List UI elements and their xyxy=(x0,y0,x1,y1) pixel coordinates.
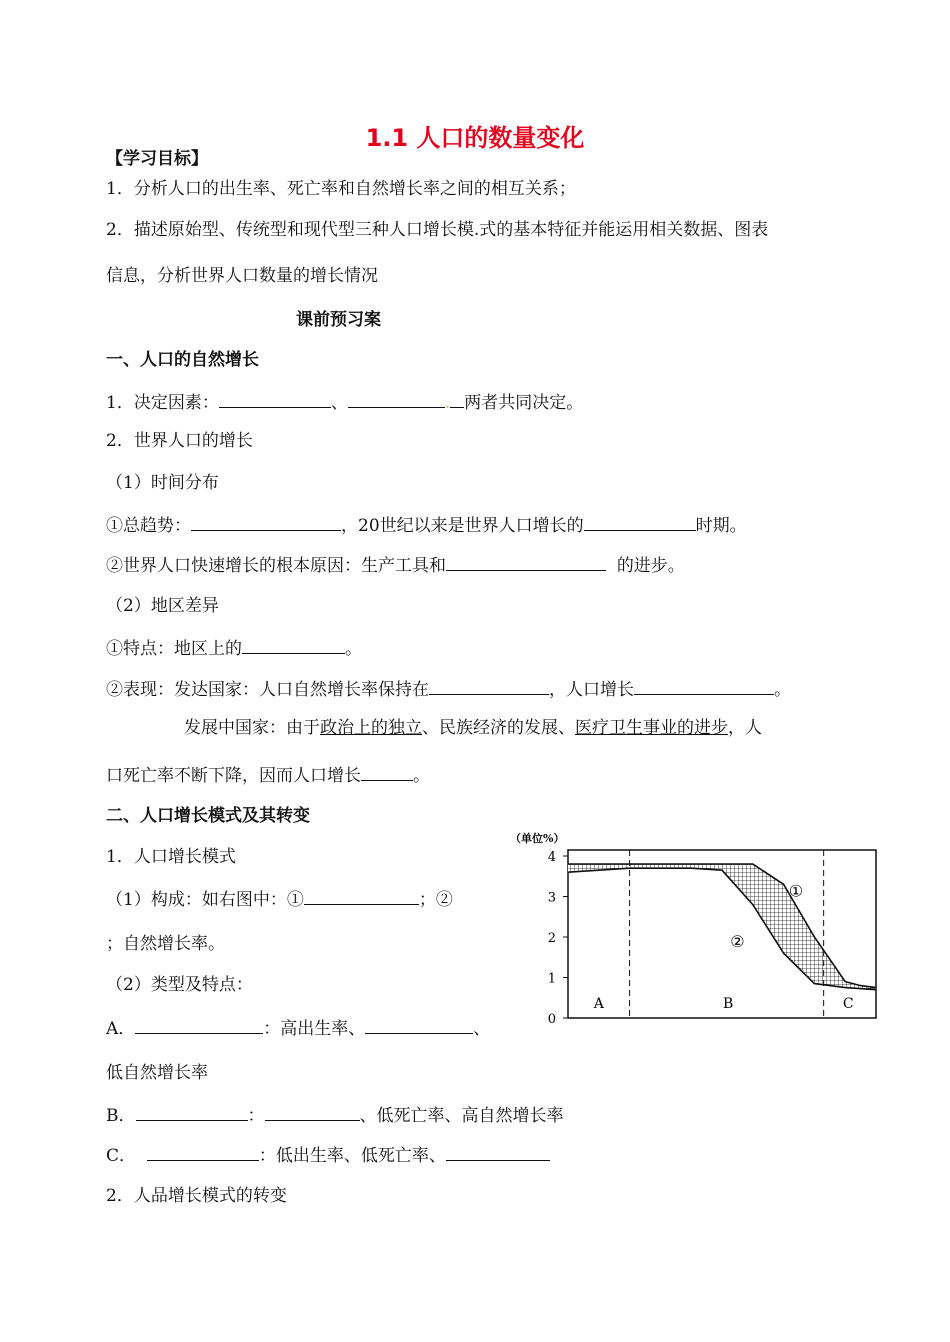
a-label: A． xyxy=(106,1019,136,1039)
blank[interactable] xyxy=(304,887,419,905)
trend-prefix: ①总趋势： xyxy=(106,516,191,536)
c-mid: ：低出生率、低死亡率、 xyxy=(258,1146,446,1166)
objective-2: 2．描述原始型、传统型和现代型三种人口增长模.式的基本特征并能运用相关数据、图表 xyxy=(106,220,769,240)
trend-mid: ，20世纪以来是世界人口增长的 xyxy=(341,516,584,536)
blank[interactable] xyxy=(219,390,331,408)
dev2-suffix: 。 xyxy=(413,766,430,786)
stage-label: C xyxy=(842,996,854,1012)
dev-underlined-2: 医疗卫生事业的进步 xyxy=(575,718,728,738)
feature-suffix: 。 xyxy=(345,639,362,659)
dev-line-2 xyxy=(106,763,430,787)
blank[interactable] xyxy=(348,390,445,408)
type-c xyxy=(106,1143,550,1167)
sub2-region: （2）地区差异 xyxy=(106,596,219,616)
blank[interactable] xyxy=(634,677,774,695)
y-tick-label: 2 xyxy=(547,931,556,946)
feature-line xyxy=(106,636,362,660)
show-mid: ，人口增长 xyxy=(549,680,634,700)
b-suffix: 、低死亡率、高自然增长率 xyxy=(359,1106,564,1126)
s2-q1: 1．人口增长模式 xyxy=(106,847,236,867)
blank[interactable] xyxy=(136,1103,248,1121)
dev2-prefix: 口死亡率不断下降，因而人口增长 xyxy=(106,766,361,786)
objective-1: 1．分析人口的出生率、死亡率和自然增长率之间的相互关系； xyxy=(106,179,576,199)
type-a-cont: 低自然增长率 xyxy=(106,1063,208,1083)
blank[interactable] xyxy=(242,636,345,654)
dev-mid: 、民族经济的发展、 xyxy=(422,718,575,738)
type-b xyxy=(106,1103,564,1127)
dev-line xyxy=(184,717,762,739)
section1-heading: 一、人口的自然增长 xyxy=(106,350,259,370)
plot-frame xyxy=(568,850,876,1018)
cause-suffix: 的进步。 xyxy=(616,556,685,576)
objective-2-cont: 信息，分析世界人口数量的增长情况 xyxy=(106,266,378,286)
preview-heading: 课前预习案 xyxy=(296,310,381,330)
stage-label: B xyxy=(723,996,734,1012)
blank[interactable] xyxy=(446,553,606,571)
blank[interactable] xyxy=(147,1143,259,1161)
a-mid: ：高出生率、 xyxy=(263,1019,366,1039)
blank[interactable] xyxy=(361,763,413,781)
trend-line xyxy=(106,513,747,537)
objectives-heading: 【学习目标】 xyxy=(106,149,208,169)
show-suffix: 。 xyxy=(774,680,791,700)
comp-mid: ；② xyxy=(418,890,453,910)
y-tick-label: 3 xyxy=(547,890,556,906)
cause-prefix: ②世界人口快速增长的根本原因：生产工具和 xyxy=(106,556,446,576)
sub1-time: （1）时间分布 xyxy=(106,473,219,493)
q1-prefix: 1．决定因素： xyxy=(106,393,219,413)
b-label: B． xyxy=(106,1106,136,1126)
c-label: C． xyxy=(106,1146,137,1166)
b-mid: ： xyxy=(247,1106,265,1126)
series-marker: ② xyxy=(730,932,745,952)
trend-suffix: 时期。 xyxy=(695,516,747,536)
show-line xyxy=(106,677,791,701)
section2-heading: 二、人口增长模式及其转变 xyxy=(106,806,310,826)
q1-factors xyxy=(106,390,583,414)
comp-prefix: （1）构成：如右图中：① xyxy=(106,890,304,910)
dev-prefix: 发展中国家：由于 xyxy=(184,718,320,738)
s2-q2: 2．人品增长模式的转变 xyxy=(106,1186,287,1206)
dev-suffix: ，人 xyxy=(728,718,762,738)
blank[interactable] xyxy=(265,1103,360,1121)
blank[interactable] xyxy=(429,677,549,695)
y-tick-label: 4 xyxy=(547,850,556,865)
natural-growth-band xyxy=(568,864,876,990)
q1-sep: 、 xyxy=(330,393,348,413)
population-growth-chart xyxy=(510,828,880,1028)
feature-prefix: ①特点：地区上的 xyxy=(106,639,242,659)
blank[interactable] xyxy=(450,390,464,408)
blank[interactable] xyxy=(135,1016,263,1034)
unit-label: （单位%） xyxy=(510,832,565,845)
types-heading: （2）类型及特点： xyxy=(106,975,253,995)
page-title: 1.1 人口的数量变化 xyxy=(365,124,585,152)
type-a xyxy=(106,1016,490,1040)
composition-line-2: ；自然增长率。 xyxy=(106,934,225,954)
dev-underlined-1: 政治上的独立 xyxy=(320,718,422,738)
q1-suffix: 两者共同决定。 xyxy=(464,393,584,413)
q2-growth: 2．世界人口的增长 xyxy=(106,431,253,451)
blank[interactable] xyxy=(584,513,696,531)
show-prefix: ②表现：发达国家：人口自然增长率保持在 xyxy=(106,680,429,700)
blank[interactable] xyxy=(446,1143,550,1161)
a-suffix: 、 xyxy=(473,1019,491,1039)
composition-line xyxy=(106,887,453,911)
stage-label: A xyxy=(593,996,604,1012)
blank[interactable] xyxy=(365,1016,473,1034)
y-tick-label: 0 xyxy=(547,1012,556,1027)
cause-line xyxy=(106,553,685,577)
blank[interactable] xyxy=(191,513,341,531)
dot-mark: . xyxy=(444,393,451,413)
y-tick-label: 1 xyxy=(547,971,556,987)
series-marker: ① xyxy=(788,881,804,901)
